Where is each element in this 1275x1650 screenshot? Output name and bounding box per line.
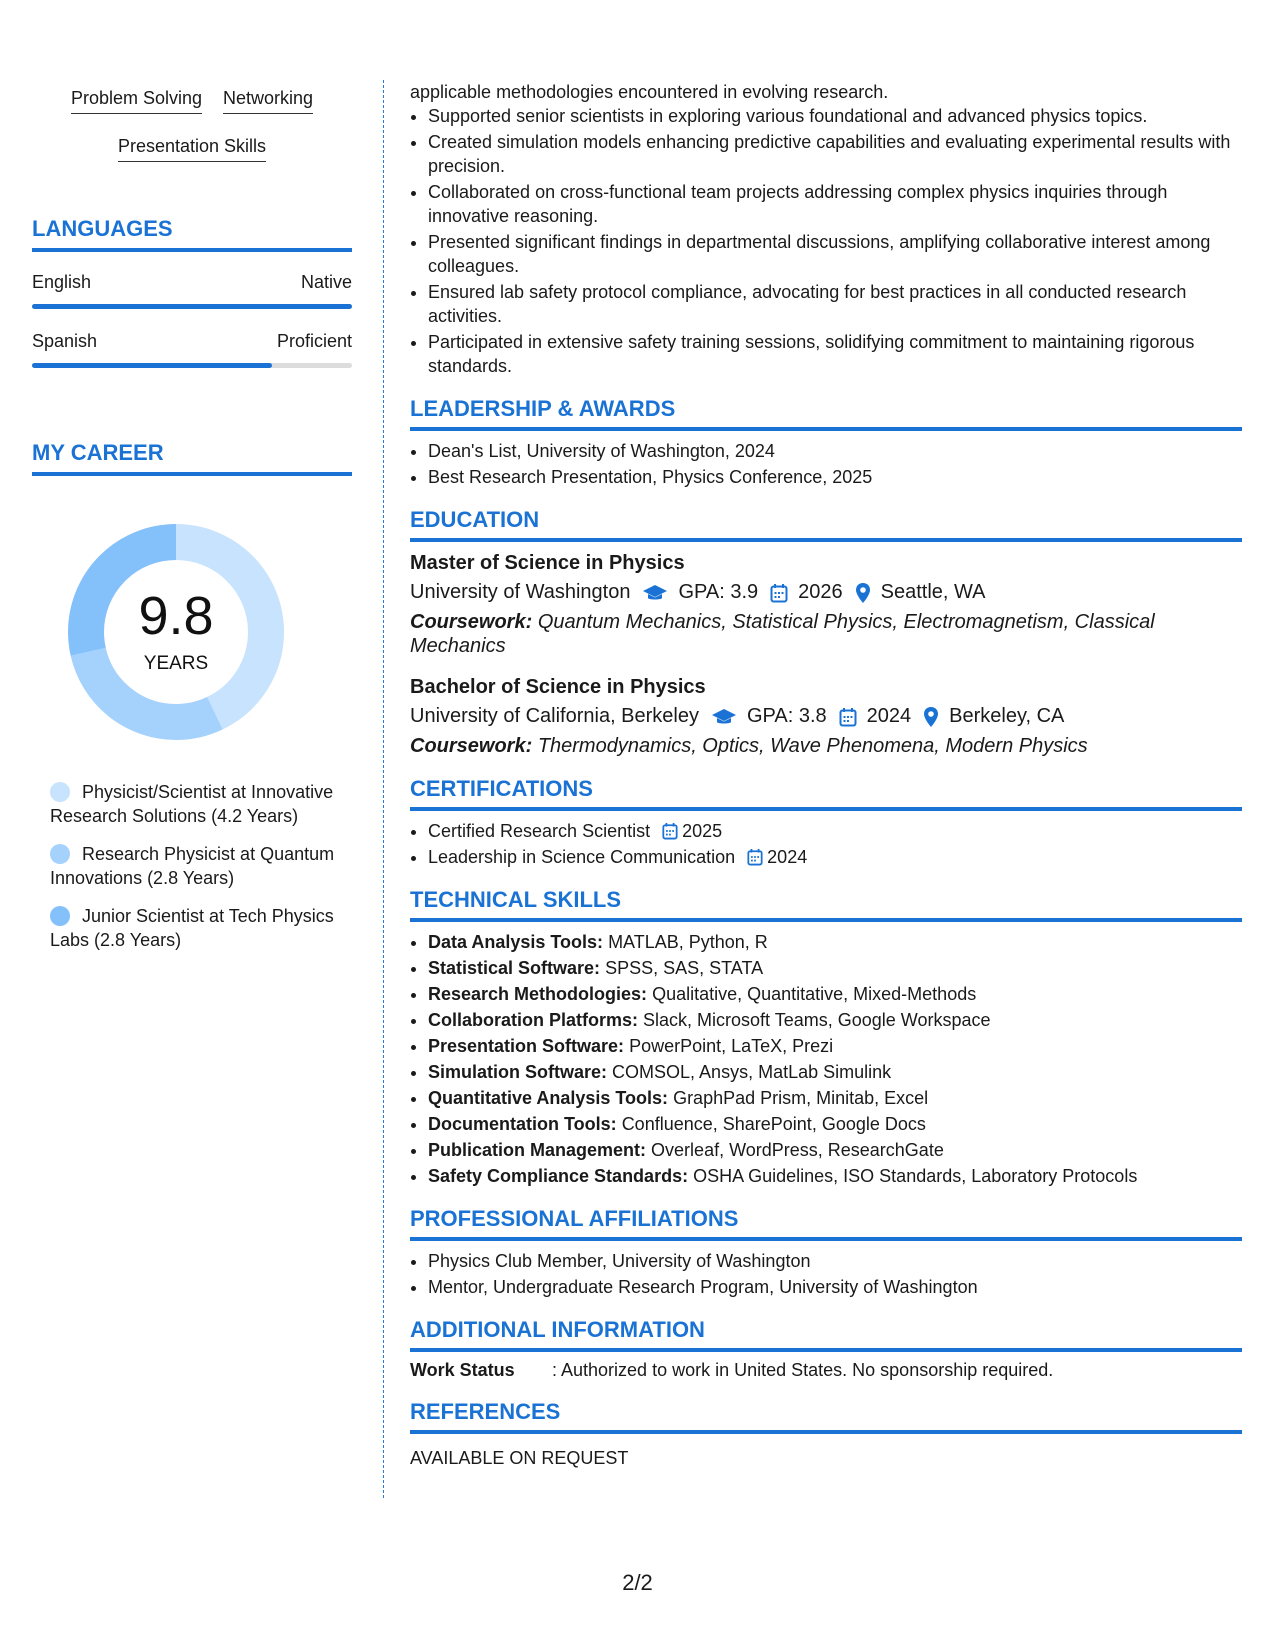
- work-status-row: [410, 1360, 1242, 1381]
- list-item: • Participated in extensive safety training sessions, solidifying commitment to maintaining rigorous standards.: [428, 330, 1242, 378]
- graduation-year: 2024: [866, 705, 912, 727]
- list-item: • Best Research Presentation, Physics Conference, 2025: [428, 465, 1242, 489]
- gpa: GPA: 3.8: [747, 705, 827, 727]
- legend-item: [50, 904, 340, 952]
- school-location: Berkeley, CA: [949, 705, 1065, 727]
- certification-year: 2024: [767, 847, 808, 867]
- languages-section: [32, 216, 352, 368]
- main-column: [410, 80, 1242, 1469]
- certifications-list: [410, 819, 1242, 869]
- list-item: • Ensured lab safety protocol compliance, advocating for best practices in all conducted research activities.: [428, 280, 1242, 328]
- certifications-heading: CERTIFICATIONS: [410, 776, 1242, 811]
- legend-dot: [50, 844, 70, 864]
- skill-category: Publication Management:: [428, 1140, 647, 1160]
- career-total-unit: YEARS: [143, 653, 209, 674]
- certification-year: 2025: [682, 821, 723, 841]
- legend-dot: [50, 782, 70, 802]
- list-item: [428, 1112, 1242, 1136]
- references-text: AVAILABLE ON REQUEST: [410, 1448, 629, 1468]
- language-level-fill: [32, 363, 272, 368]
- coursework-label: Coursework:: [410, 735, 533, 757]
- education-entry: [410, 552, 1242, 658]
- list-item: [428, 930, 1242, 954]
- school-name: University of California, Berkeley: [410, 705, 699, 727]
- technical-skills-list: [410, 930, 1242, 1188]
- skill-values: OSHA Guidelines, ISO Standards, Laboratory Protocols: [693, 1166, 1138, 1186]
- graduation-cap-icon: [642, 583, 668, 603]
- skill-category: Safety Compliance Standards:: [428, 1166, 689, 1186]
- affiliations-heading: PROFESSIONAL AFFILIATIONS: [410, 1206, 1242, 1241]
- skill-category: Documentation Tools:: [428, 1114, 617, 1134]
- coursework: [410, 734, 1242, 758]
- skill-values: Confluence, SharePoint, Google Docs: [621, 1114, 926, 1134]
- list-item: [428, 819, 1242, 843]
- education-meta: [410, 581, 1242, 604]
- list-item: • Dean's List, University of Washington, 2024: [428, 439, 1242, 463]
- legend-label: Junior Scientist at Tech Physics Labs (2.8 Years): [50, 906, 334, 950]
- list-item: • Supported senior scientists in exploring various foundational and advanced physics topics.: [428, 104, 1242, 128]
- soft-skills: [32, 80, 352, 176]
- certification-name: Certified Research Scientist: [428, 821, 651, 841]
- career-heading: MY CAREER: [32, 440, 352, 476]
- list-item: [428, 956, 1242, 980]
- graduation-cap-icon: [711, 707, 737, 727]
- coursework: [410, 610, 1242, 658]
- skill-values: Overleaf, WordPress, ResearchGate: [651, 1140, 944, 1160]
- graduation-year: 2026: [798, 581, 843, 603]
- languages-heading: LANGUAGES: [32, 216, 352, 252]
- list-item: • Presented significant findings in departmental discussions, amplifying collaborative interest among colleagues.: [428, 230, 1242, 278]
- coursework-list: Quantum Mechanics, Statistical Physics, Electromagnetism, Classical Mechanics: [410, 611, 1155, 657]
- language-name: English: [32, 272, 92, 292]
- skill-values: MATLAB, Python, R: [608, 932, 768, 952]
- calendar-icon: [747, 848, 763, 866]
- donut-center: [56, 512, 296, 752]
- skill-tag: Networking: [223, 88, 313, 114]
- work-status-label: Work Status: [410, 1360, 515, 1380]
- references-heading: REFERENCES: [410, 1399, 1242, 1434]
- school-location: Seattle, WA: [880, 581, 986, 603]
- list-item: [428, 1138, 1242, 1162]
- legend-label: Research Physicist at Quantum Innovations (2.8 Years): [50, 844, 335, 888]
- column-divider: [383, 80, 384, 1498]
- degree-title: Master of Science in Physics: [410, 552, 685, 574]
- map-pin-icon: [923, 706, 939, 728]
- skill-tag: Presentation Skills: [118, 136, 266, 162]
- certification-name: Leadership in Science Communication: [428, 847, 736, 867]
- leadership-list: [410, 439, 1242, 489]
- language-item: [32, 272, 352, 309]
- language-name: Spanish: [32, 331, 98, 351]
- education-meta: [410, 705, 1242, 728]
- skill-tag: Problem Solving: [71, 88, 202, 114]
- skill-values: SPSS, SAS, STATA: [605, 958, 764, 978]
- skill-values: Slack, Microsoft Teams, Google Workspace: [643, 1010, 991, 1030]
- skill-values: Qualitative, Quantitative, Mixed-Methods: [652, 984, 977, 1004]
- map-pin-icon: [855, 582, 871, 604]
- skill-category: Quantitative Analysis Tools:: [428, 1088, 669, 1108]
- list-item: [428, 1086, 1242, 1110]
- experience-bullets: [410, 104, 1242, 378]
- coursework-list: Thermodynamics, Optics, Wave Phenomena, Modern Physics: [537, 735, 1088, 757]
- list-item: [428, 1060, 1242, 1084]
- skill-category: Statistical Software:: [428, 958, 601, 978]
- list-item: [428, 1164, 1242, 1188]
- list-item: • Mentor, Undergraduate Research Program, University of Washington: [428, 1275, 1242, 1299]
- coursework-label: Coursework:: [410, 611, 533, 633]
- gpa: GPA: 3.9: [678, 581, 759, 603]
- skill-category: Collaboration Platforms:: [428, 1010, 639, 1030]
- skill-values: GraphPad Prism, Minitab, Excel: [673, 1088, 929, 1108]
- additional-info-heading: ADDITIONAL INFORMATION: [410, 1317, 1242, 1352]
- language-level-bar: [32, 304, 352, 309]
- list-item: [428, 1008, 1242, 1032]
- sidebar: [32, 80, 352, 966]
- list-item: • Created simulation models enhancing predictive capabilities and evaluating experimental results with precision.: [428, 130, 1242, 178]
- legend-label: Physicist/Scientist at Innovative Research Solutions (4.2 Years): [50, 782, 334, 826]
- calendar-icon: [662, 822, 678, 840]
- calendar-icon: [770, 583, 788, 603]
- list-item: [428, 982, 1242, 1006]
- list-item: [428, 1034, 1242, 1058]
- skill-category: Data Analysis Tools:: [428, 932, 604, 952]
- technical-skills-heading: TECHNICAL SKILLS: [410, 887, 1242, 922]
- career-legend: [50, 780, 340, 952]
- language-level: Native: [300, 272, 352, 292]
- list-item: • Physics Club Member, University of Washington: [428, 1249, 1242, 1273]
- leadership-heading: LEADERSHIP & AWARDS: [410, 396, 1242, 431]
- career-section: [32, 440, 352, 952]
- skill-values: PowerPoint, LaTeX, Prezi: [629, 1036, 834, 1056]
- language-level-fill: [32, 304, 352, 309]
- skill-category: Research Methodologies:: [428, 984, 648, 1004]
- work-status-value: : Authorized to work in United States. No sponsorship required.: [552, 1360, 1054, 1380]
- page-number: 2/2: [622, 1570, 653, 1595]
- career-total-years: 9.8: [138, 586, 214, 646]
- legend-item: [50, 780, 340, 828]
- career-donut-chart: [56, 512, 296, 752]
- skill-values: COMSOL, Ansys, MatLab Simulink: [612, 1062, 892, 1082]
- language-item: [32, 331, 352, 368]
- list-item: • Collaborated on cross-functional team projects addressing complex physics inquiries through innovative reasoning.: [428, 180, 1242, 228]
- legend-item: [50, 842, 340, 890]
- affiliations-list: [410, 1249, 1242, 1299]
- experience-continuation: applicable methodologies encountered in evolving research.: [410, 82, 889, 102]
- school-name: University of Washington: [410, 581, 631, 603]
- calendar-icon: [839, 707, 857, 727]
- skill-category: Presentation Software:: [428, 1036, 625, 1056]
- skill-category: Simulation Software:: [428, 1062, 608, 1082]
- list-item: [428, 845, 1242, 869]
- education-heading: EDUCATION: [410, 507, 1242, 542]
- legend-dot: [50, 906, 70, 926]
- degree-title: Bachelor of Science in Physics: [410, 676, 706, 698]
- education-entry: [410, 676, 1242, 758]
- language-level: Proficient: [276, 331, 352, 351]
- language-level-bar: [32, 363, 352, 368]
